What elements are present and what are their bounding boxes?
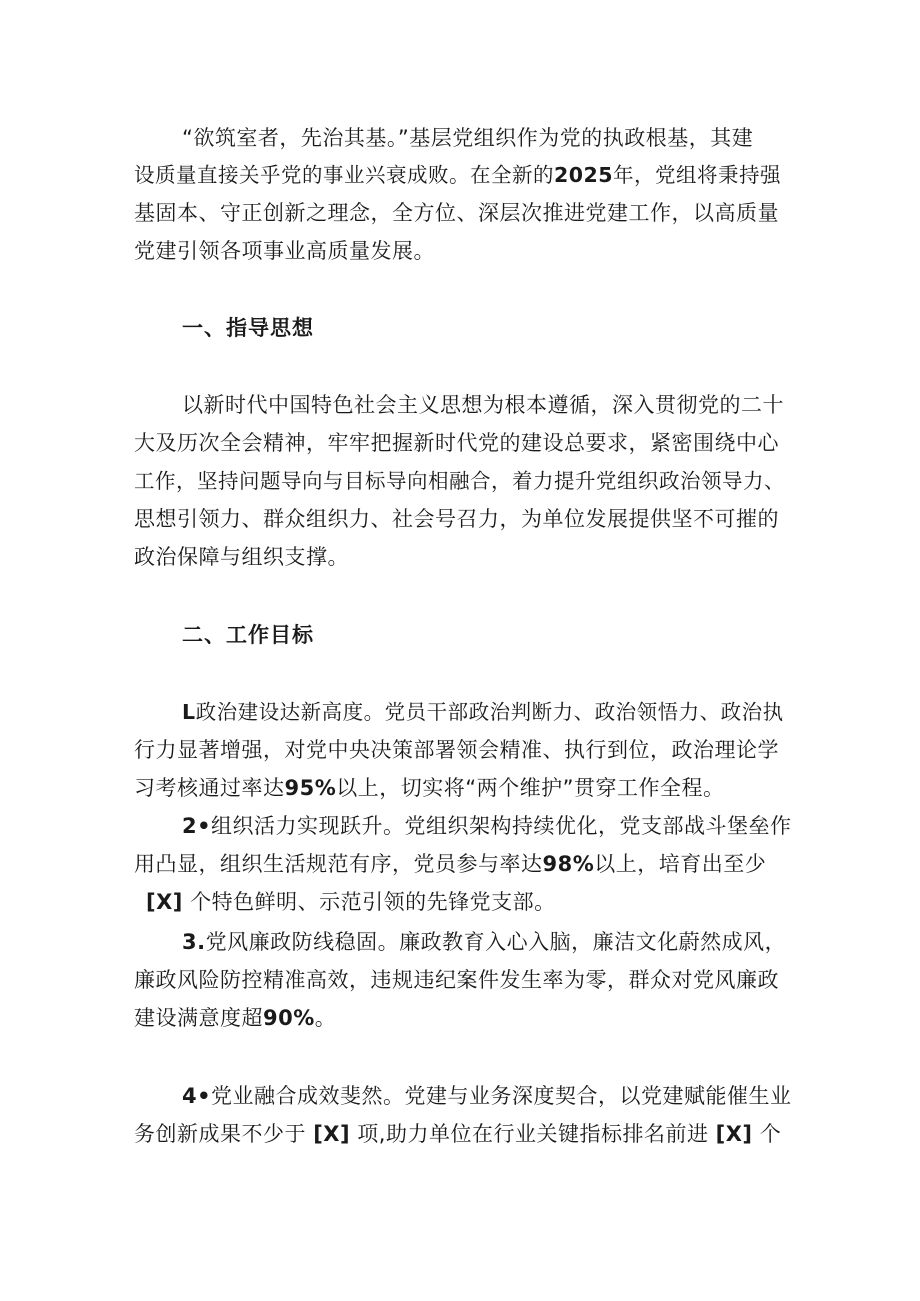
year-value: 2025 [554, 163, 614, 187]
goal-text: 党业融合成效斐然。党建与业务深度契合，以党建赋能催生业 [211, 1084, 792, 1108]
goal-number: L [182, 700, 196, 724]
goal-text: 个特色鲜明、示范引领的先锋党支部。 [190, 890, 556, 914]
section1-line-1: 以新时代中国特色社会主义思想为根本遵循，深入贯彻党的二十 [182, 393, 784, 417]
section1-line-3: 工作，坚持问题导向与目标导向相融合，着力提升党组织政治领导力、 [134, 469, 785, 493]
goal-text: 务创新成果不少于 [134, 1122, 306, 1146]
goal3-line-1 [182, 928, 786, 956]
percent-value: 95% [284, 776, 337, 800]
section-heading-work-goals: 二、工作目标 [182, 623, 314, 647]
placeholder-x: [X] [146, 890, 183, 914]
goal-number: 3. [182, 930, 206, 954]
goal-text: 。 [314, 1006, 337, 1030]
placeholder-x: [X] [715, 1122, 753, 1146]
percent-value: 98% [542, 852, 595, 876]
intro-text: 年，党组将秉持强 [613, 163, 782, 187]
goal-text: 习考核通过率达 [134, 776, 285, 800]
section1-line-2: 大及历次全会精神，牢牢把握新时代党的建设总要求，紧密围绕中心 [134, 431, 779, 455]
intro-text: 设质量直接关乎党的事业兴衰成败。在全新的 [134, 163, 554, 187]
goal3-line-2: 廉政风险防控精准高效，违规违纪案件发生率为零，群众对党风廉政 [134, 968, 779, 992]
goal1-line-2: 行力显著增强，对党中央决策部署领会精准、执行到位，政治理论学 [134, 738, 779, 762]
section1-line-5: 政治保障与组织支撑。 [134, 545, 349, 569]
placeholder-x: [X] [313, 1122, 351, 1146]
goal2-line-1 [182, 812, 792, 840]
goal4-line-1 [182, 1082, 792, 1110]
goal2-line-2 [134, 850, 766, 878]
intro-line-1: “欲筑室者，先治其基。”基层党组织作为党的执政根基，其建 [182, 126, 754, 150]
goal-text: 政治建设达新高度。党员干部政治判断力、政治领悟力、政治执 [195, 700, 784, 724]
goal-number: 4• [182, 1084, 212, 1108]
goal3-line-3 [134, 1004, 336, 1032]
goal-text: 个 [759, 1122, 782, 1146]
goal4-line-2 [134, 1120, 781, 1148]
percent-value: 90% [263, 1006, 315, 1030]
goal-text: 党风廉政防线稳固。廉政教育入心入脑，廉洁文化蔚然成风， [205, 930, 787, 954]
goal-text: 用凸显，组织生活规范有序，党员参与率达 [134, 852, 543, 876]
goal1-line-1 [182, 698, 784, 726]
intro-line-2 [134, 161, 781, 189]
intro-line-4: 党建引领各项事业高质量发展。 [134, 239, 435, 263]
goal-text: 项,助力单位在行业关键指标排名前进 [357, 1122, 709, 1146]
goal-number: 2• [182, 814, 212, 838]
goal-text: 以上，培育出至少 [594, 852, 767, 876]
goal-text: 以上，切实将“两个维护”贯穿工作全程。 [336, 776, 725, 800]
section1-line-4: 思想引领力、群众组织力、社会号召力，为单位发展提供坚不可摧的 [134, 507, 779, 531]
goal1-line-3 [134, 774, 725, 802]
goal-text: 建设满意度超 [134, 1006, 263, 1030]
section-heading-guiding-ideology: 一、指导思想 [182, 316, 314, 340]
goal2-line-3 [146, 888, 556, 916]
goal-text: 组织活力实现跃升。党组织架构持续优化，党支部战斗堡垒作 [211, 814, 792, 838]
intro-line-3: 基固本、守正创新之理念，全方位、深层次推进党建工作，以高质量 [134, 201, 779, 225]
